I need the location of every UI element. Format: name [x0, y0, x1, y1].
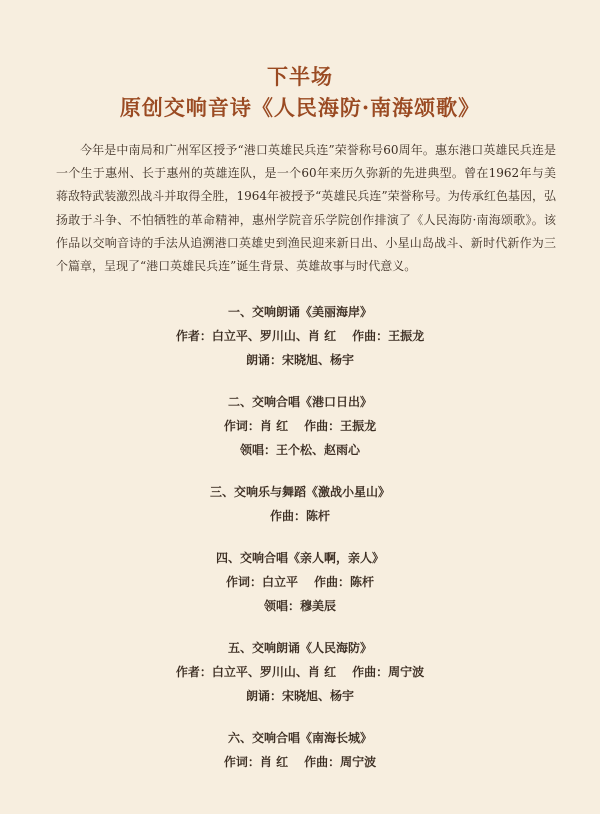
- program-credit-line: [0, 324, 600, 348]
- program-credit-line: [0, 504, 600, 528]
- credit-text: 作者：白立平、罗川山、肖 红: [175, 665, 337, 679]
- credit-text: 作曲：周宁波: [352, 665, 425, 679]
- credit-text: 作词：白立平: [225, 575, 298, 589]
- program-list: [0, 300, 600, 792]
- program-item-title: 六、交响合唱《南海长城》: [227, 731, 372, 745]
- credit-text: 领唱：穆美辰: [263, 599, 336, 613]
- program-credit-line: [0, 570, 600, 594]
- program-item-title: 一、交响朗诵《美丽海岸》: [227, 305, 372, 319]
- program-credit-line: [0, 438, 600, 462]
- credit-text: 作曲：王振龙: [352, 329, 425, 343]
- program-item: [0, 726, 600, 774]
- credit-text: 朗诵：宋晓旭、杨宇: [245, 689, 354, 703]
- program-item: [0, 546, 600, 618]
- program-credit-line: [0, 348, 600, 372]
- program-item: [0, 480, 600, 528]
- program-credit-line: [0, 660, 600, 684]
- credit-text: 朗诵：宋晓旭、杨宇: [245, 353, 354, 367]
- credit-text: 作者：白立平、罗川山、肖 红: [175, 329, 337, 343]
- program-item-title: 二、交响合唱《港口日出》: [227, 395, 372, 409]
- program-item: [0, 636, 600, 708]
- page-title: 下半场: [267, 64, 333, 89]
- credit-text: 作曲：陈杆: [269, 509, 330, 523]
- page-subtitle: 原创交响音诗《人民海防·南海颂歌》: [119, 95, 481, 120]
- credit-text: 作词：肖 红: [223, 419, 289, 433]
- program-item: [0, 390, 600, 462]
- credit-text: 作曲：周宁波: [304, 755, 377, 769]
- program-item: [0, 300, 600, 372]
- program-item-title: 三、交响乐与舞蹈《激战小星山》: [209, 485, 390, 499]
- program-item-title: 四、交响合唱《亲人啊，亲人》: [215, 551, 384, 565]
- program-credit-line: [0, 750, 600, 774]
- program-credit-line: [0, 684, 600, 708]
- program-credit-line: [0, 414, 600, 438]
- program-credit-line: [0, 594, 600, 618]
- intro-paragraph: 今年是中南局和广州军区授予“港口英雄民兵连”荣誉称号60周年。惠东港口英雄民兵连是一个生于惠州、长于惠州的英雄连队，是一个60年来历久弥新的先进典型。曾在1962年与美蒋敌特武装激烈战斗并取得全胜，1964年被授予“英雄民兵连”荣誉称号。为传承红色基因，弘扬敢于斗争、不怕牺牲的革命精神，惠州学院音乐学院创作排演了《人民海防·南海颂歌》。该作品以交响音诗的手法从追溯港口英雄史到渔民迎来新日出、小星山岛战斗、新时代新作为三个篇章，呈现了“港口英雄民兵连”诞生背景、英雄故事与时代意义。: [56, 143, 556, 274]
- program-item-title: 五、交响朗诵《人民海防》: [227, 641, 372, 655]
- credit-text: 作词：肖 红: [223, 755, 289, 769]
- page-header: [0, 62, 600, 124]
- credit-text: 领唱：王个松、赵雨心: [239, 443, 360, 457]
- credit-text: 作曲：陈杆: [314, 575, 375, 589]
- credit-text: 作曲：王振龙: [304, 419, 377, 433]
